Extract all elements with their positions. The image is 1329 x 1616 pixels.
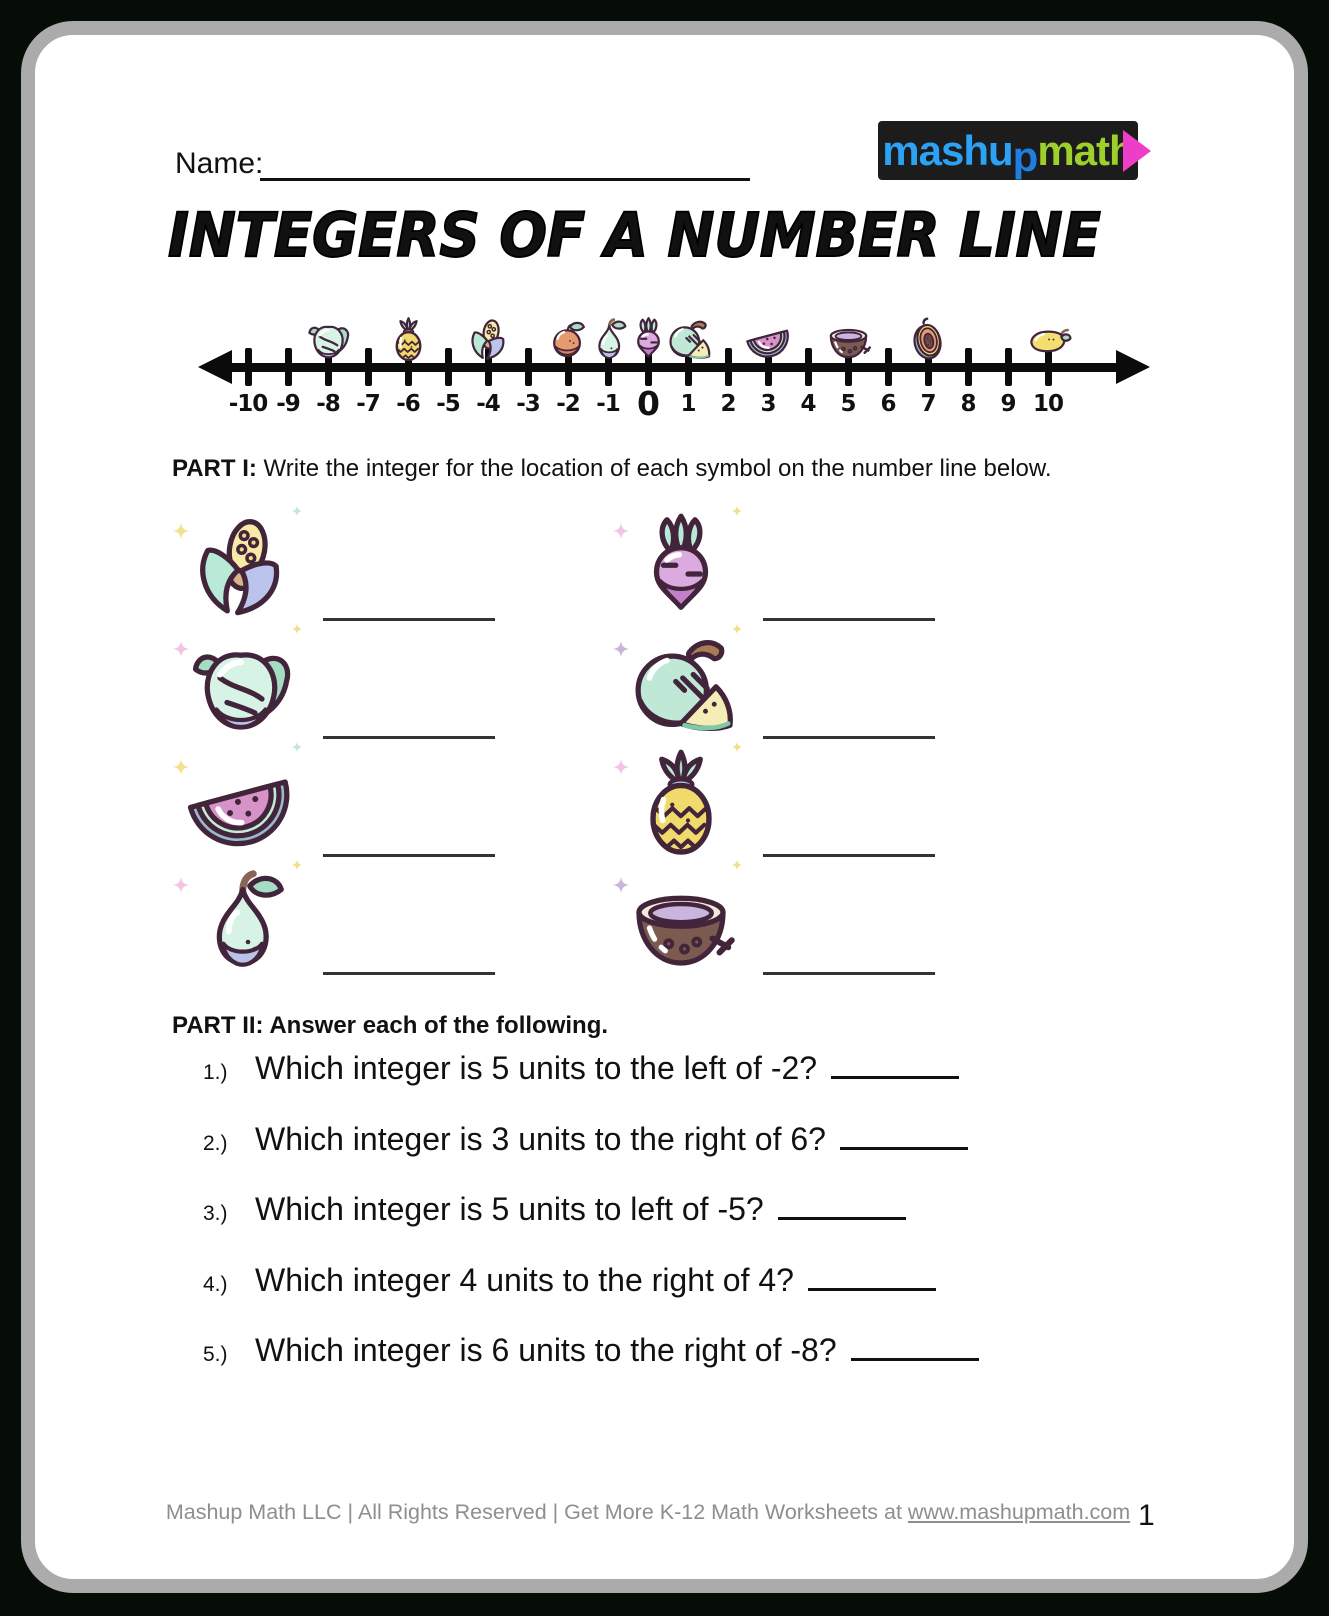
tick-label--2: -2 xyxy=(556,391,580,417)
part1-item-coconut xyxy=(625,859,1065,977)
sparkle-icon xyxy=(169,519,193,543)
part1-item-cabbage xyxy=(185,623,625,741)
question-number: 1.) xyxy=(203,1061,228,1084)
tick-mark xyxy=(725,348,732,386)
tick-mark xyxy=(1005,348,1012,386)
tick-label--8: -8 xyxy=(316,391,340,417)
sparkle-icon xyxy=(729,621,745,637)
answer-blank[interactable] xyxy=(808,1288,936,1291)
part1-item-corn xyxy=(185,505,625,623)
question-number: 5.) xyxy=(203,1343,228,1366)
melon-icon xyxy=(665,316,712,363)
tick-label-8: 8 xyxy=(960,391,976,417)
tick-mark xyxy=(885,348,892,386)
sparkle-icon xyxy=(609,873,633,897)
sparkle-icon xyxy=(169,873,193,897)
answer-blank[interactable] xyxy=(763,618,935,621)
worksheet-title: INTEGERS OF A NUMBER LINE xyxy=(168,201,1101,272)
sparkle-icon xyxy=(729,503,745,519)
answer-blank[interactable] xyxy=(763,972,935,975)
tick-label--7: -7 xyxy=(356,391,380,417)
footer-text: Mashup Math LLC | All Rights Reserved | Get More K-12 Math Worksheets at xyxy=(165,1500,908,1524)
tick-label--4: -4 xyxy=(476,391,500,417)
sparkle-icon xyxy=(289,503,305,519)
sparkle-icon xyxy=(729,739,745,755)
watermelon-icon xyxy=(745,316,792,363)
answer-blank[interactable] xyxy=(840,1147,968,1150)
part1-item-radish xyxy=(625,505,1065,623)
tick-label-9: 9 xyxy=(1000,391,1016,417)
sparkle-icon xyxy=(729,857,745,873)
papaya-icon xyxy=(905,316,952,363)
answer-blank[interactable] xyxy=(323,618,495,621)
name-row xyxy=(175,147,263,181)
coconut-icon xyxy=(625,865,737,977)
tick-label--3: -3 xyxy=(516,391,540,417)
tick-label-5: 5 xyxy=(840,391,856,417)
question-row xyxy=(203,1191,979,1262)
tick-mark xyxy=(285,348,292,386)
question-row xyxy=(203,1050,979,1121)
tick-label--5: -5 xyxy=(436,391,460,417)
question-number: 3.) xyxy=(203,1202,228,1225)
answer-blank[interactable] xyxy=(831,1076,959,1079)
sparkle-icon xyxy=(289,857,305,873)
tick-label-1: 1 xyxy=(680,391,696,417)
tick-label-2: 2 xyxy=(720,391,736,417)
tick-label-0: 0 xyxy=(637,384,659,423)
part1-heading xyxy=(172,455,1052,483)
tick-label-10: 10 xyxy=(1032,391,1064,417)
question-text: Which integer is 6 units to the right of -8? xyxy=(255,1332,837,1368)
sparkle-icon xyxy=(609,637,633,661)
mashupmath-logo xyxy=(878,121,1138,180)
name-label: Name: xyxy=(175,147,264,180)
number-line-axis xyxy=(214,363,1134,372)
logo-text-p: p xyxy=(1012,132,1038,180)
name-input-line[interactable] xyxy=(260,178,750,181)
answer-blank[interactable] xyxy=(323,972,495,975)
pineapple-icon xyxy=(625,747,737,859)
corn-icon xyxy=(465,316,512,363)
footer-link[interactable]: www.mashupmath.com xyxy=(907,1500,1131,1524)
cabbage-icon xyxy=(185,629,297,741)
question-text: Which integer is 5 units to left of -5? xyxy=(255,1191,764,1227)
part1-symbol-grid xyxy=(185,505,1065,977)
question-text: Which integer 4 units to the right of 4? xyxy=(255,1261,794,1298)
tick-label-4: 4 xyxy=(800,391,816,417)
part1-item-watermelon xyxy=(185,741,625,859)
part1-heading-label: PART I: xyxy=(172,455,257,482)
lemon-icon xyxy=(1025,316,1072,363)
tick-mark xyxy=(805,348,812,386)
part1-heading-text: Write the integer for the location of each symbol on the number line below. xyxy=(256,455,1052,482)
coconut-icon xyxy=(825,316,872,363)
pineapple-icon xyxy=(385,316,432,363)
tick-mark xyxy=(245,348,252,386)
question-number: 2.) xyxy=(203,1131,228,1155)
answer-blank[interactable] xyxy=(851,1358,979,1361)
tick-label-7: 7 xyxy=(920,391,936,417)
tick-label--6: -6 xyxy=(396,391,420,417)
sparkle-icon xyxy=(289,621,305,637)
tick-label--9: -9 xyxy=(276,391,300,417)
answer-blank[interactable] xyxy=(763,854,935,857)
melon-icon xyxy=(625,629,737,741)
tick-mark xyxy=(365,348,372,386)
corn-icon xyxy=(185,511,297,623)
tick-mark xyxy=(965,348,972,386)
sparkle-icon xyxy=(289,739,305,755)
number-line xyxy=(200,303,1148,438)
page-number: 1 xyxy=(1138,1499,1155,1532)
answer-blank[interactable] xyxy=(778,1217,906,1220)
logo-text-mashup: mashu xyxy=(882,126,1013,174)
watermelon-icon xyxy=(185,747,297,859)
tick-mark xyxy=(525,348,532,386)
right-arrow-icon xyxy=(1116,350,1150,384)
part1-item-pineapple xyxy=(625,741,1065,859)
sparkle-icon xyxy=(169,755,193,779)
radish-icon xyxy=(625,511,737,623)
tick-label-3: 3 xyxy=(760,391,776,417)
question-row xyxy=(203,1332,979,1403)
cabbage-icon xyxy=(305,316,352,363)
part1-item-pear xyxy=(185,859,625,977)
question-text: Which integer is 3 units to the right of 6? xyxy=(255,1120,826,1157)
part1-item-melon xyxy=(625,623,1065,741)
sparkle-icon xyxy=(609,519,633,543)
sparkle-icon xyxy=(169,637,193,661)
answer-blank[interactable] xyxy=(323,736,495,739)
part2-questions xyxy=(203,1050,979,1403)
tick-mark xyxy=(445,348,452,386)
question-row xyxy=(203,1262,979,1333)
worksheet-page xyxy=(21,21,1308,1593)
pear-icon xyxy=(185,865,297,977)
tick-label--10: -10 xyxy=(228,391,268,417)
answer-blank[interactable] xyxy=(763,736,935,739)
footer xyxy=(35,1500,1261,1525)
answer-blank[interactable] xyxy=(323,854,495,857)
sparkle-icon xyxy=(609,755,633,779)
question-text: Which integer is 5 units to the left of -2? xyxy=(255,1050,818,1086)
logo-text-math: math xyxy=(1037,126,1134,174)
tick-label--1: -1 xyxy=(596,391,620,417)
tick-label-6: 6 xyxy=(880,391,896,417)
question-number: 4.) xyxy=(203,1272,228,1296)
play-triangle-icon xyxy=(1123,130,1151,172)
part2-heading: PART II: Answer each of the following. xyxy=(172,1012,609,1039)
question-row xyxy=(203,1121,979,1192)
